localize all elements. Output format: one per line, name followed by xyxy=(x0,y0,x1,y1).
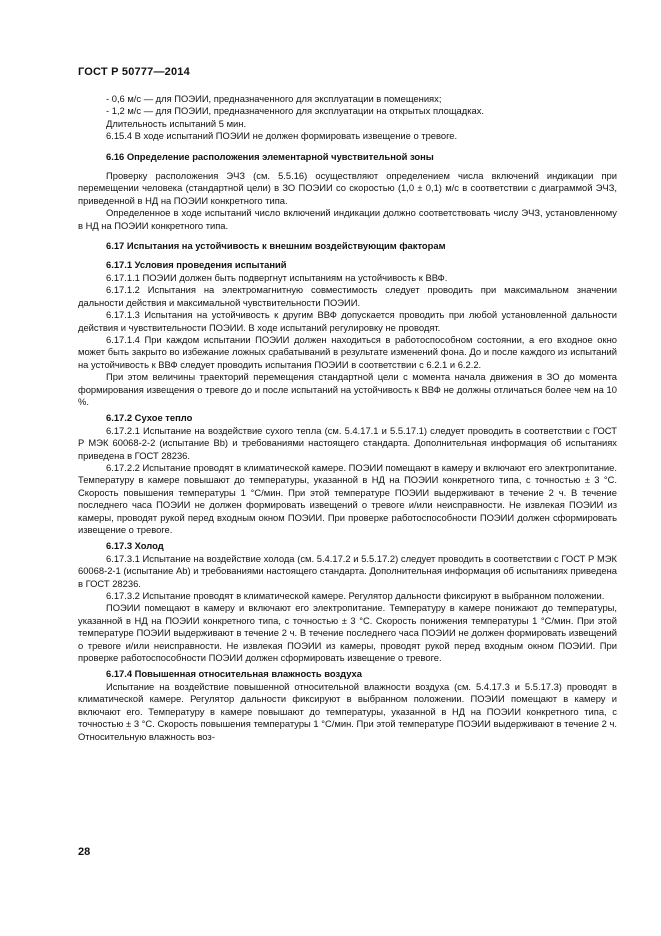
section-heading: 6.17.1 Условия проведения испытаний xyxy=(106,259,287,271)
paragraph: 6.17.1.1 ПОЭИИ должен быть подвергнут испытаниям на устойчивость к ВВФ. xyxy=(106,271,448,283)
paragraph: Определенное в ходе испытаний число включений индикации должно соответствовать числу ЭЧЗ, установленному в НД на ПОЭИИ конкретного типа. xyxy=(78,207,617,231)
document-body xyxy=(78,93,617,743)
paragraph: 6.17.2.1 Испытание на воздействие сухого тепла (см. 5.4.17.1 и 5.5.17.1) следует проводить в соответствии с ГОСТ Р МЭК 60068-2-2 (испытание Bb) и требованиями настоящего стандарта. Дополнительная информация об испытаниях приведена в ГОСТ 28236. xyxy=(78,424,617,461)
paragraph: Длительность испытаний 5 мин. xyxy=(106,117,247,129)
paragraph: Проверку расположения ЭЧЗ (см. 5.5.16) осуществляют определением числа включений индикации при перемещении человека (стандартной цели) в ЗО ПОЭИИ со скоростью (1,0 ± 0,1) м/с в соответствии с диаграммой ЭЧЗ, приведенной в НД на ПОЭИИ конкретного типа. xyxy=(78,170,617,206)
section-heading: 6.16 Определение расположения элементарной чувствительной зоны xyxy=(106,150,434,162)
paragraph: 6.17.1.3 Испытания на устойчивость к другим ВВФ допускается проводить при любой установленной дальности действия и чувствительности ПОЭИИ. В ходе испытаний регулировку не проводят. xyxy=(78,309,617,333)
paragraph: 6.17.1.2 Испытания на электромагнитную совместимость следует проводить при максимальном значении дальности действия и максимальной чувствительности ПОЭИИ. xyxy=(78,284,617,308)
section-heading: 6.17.4 Повышенная относительная влажность воздуха xyxy=(106,668,362,680)
paragraph: Испытание на воздействие повышенной относительной влажности воздуха (см. 5.4.17.3 и 5.5.17.3) проводят в климатической камере. Регулятор дальности фиксируют в выбранном положении. ПОЭИИ помещают в камеру и включают его. Температуру в камере повышают до температуры, указанной в НД на ПОЭИИ конкретного типа, с точностью ± 3 °С. Скорость повышения температуры 1 °С/мин. При этой температуре ПОЭИИ выдерживают в течение 2 ч. Относительную влажность воз- xyxy=(78,680,617,742)
paragraph: 6.17.3.2 Испытание проводят в климатической камере. Регулятор дальности фиксируют в выбранном положении. xyxy=(106,590,605,602)
section-heading: 6.17.3 Холод xyxy=(106,540,164,552)
paragraph: При этом величины траекторий перемещения стандартной цели с момента начала движения в ЗО до момента формирования извещения о тревоге до и после испытаний на устойчивость к ВВФ не должны отличаться более чем на 10 %. xyxy=(78,371,617,407)
paragraph: ПОЭИИ помещают в камеру и включают его электропитание. Температуру в камере понижают до температуры, указанной в НД на ПОЭИИ конкретного типа, с точностью ± 3 °С. Скорость понижения температуры 1 °С/мин. При этой температуре ПОЭИИ выдерживают в течение 2 ч. В течение последнего часа ПОЭИИ не должен формировать извещений о тревоге и/или неисправности. Не извлекая ПОЭИИ из камеры, проводят рукой перед входным окном ПОЭИИ. При проверке работоспособности ПОЭИИ должен сформировать извещение о тревоге. xyxy=(78,602,617,664)
paragraph: 6.17.3.1 Испытание на воздействие холода (см. 5.4.17.2 и 5.5.17.2) следует проводить в соответствии с ГОСТ Р МЭК 60068-2-1 (испытание Ab) и требованиями настоящего стандарта. Дополнительная информация об испытаниях приведена в ГОСТ 28236. xyxy=(78,552,617,589)
page-number: 28 xyxy=(78,846,91,858)
paragraph: 6.17.1.4 При каждом испытании ПОЭИИ должен находиться в работоспособном состоянии, а его входное окно может быть закрыто во избежание ложных срабатываний в результате изменений фона. До и после каждого из испытаний на устойчивость к ВВФ следует проводить испытания ПОЭИИ в соответствии с 6.2.1 и 6.2.2. xyxy=(78,333,617,370)
standard-header: ГОСТ Р 50777—2014 xyxy=(78,66,190,78)
paragraph: - 0,6 м/с — для ПОЭИИ, предназначенного для эксплуатации в помещениях; xyxy=(106,93,442,104)
section-heading: 6.17 Испытания на устойчивость к внешним воздействующим факторам xyxy=(106,240,446,252)
section-heading: 6.17.2 Сухое тепло xyxy=(106,412,193,424)
paragraph: 6.17.2.2 Испытание проводят в климатической камере. ПОЭИИ помещают в камеру и включают его электропитание. Температуру в камере повышают до температуры, указанной в НД на ПОЭИИ конкретного типа, с точностью ± 3 °С. Скорость повышения температуры 1 °С/мин. При этой температуре ПОЭИИ выдерживают в течение 2 ч. В течение последнего часа ПОЭИИ не должен формировать извещений о тревоге и/или неисправности. Не извлекая ПОЭИИ из камеры, проводят рукой перед входным окном ПОЭИИ. При проверке работоспособности ПОЭИИ должен сформировать извещение о тревоге. xyxy=(78,461,617,535)
paragraph: - 1,2 м/с — для ПОЭИИ, предназначенного для эксплуатации на открытых площадках. xyxy=(106,105,485,117)
paragraph: 6.15.4 В ходе испытаний ПОЭИИ не должен формировать извещение о тревоге. xyxy=(106,130,458,142)
